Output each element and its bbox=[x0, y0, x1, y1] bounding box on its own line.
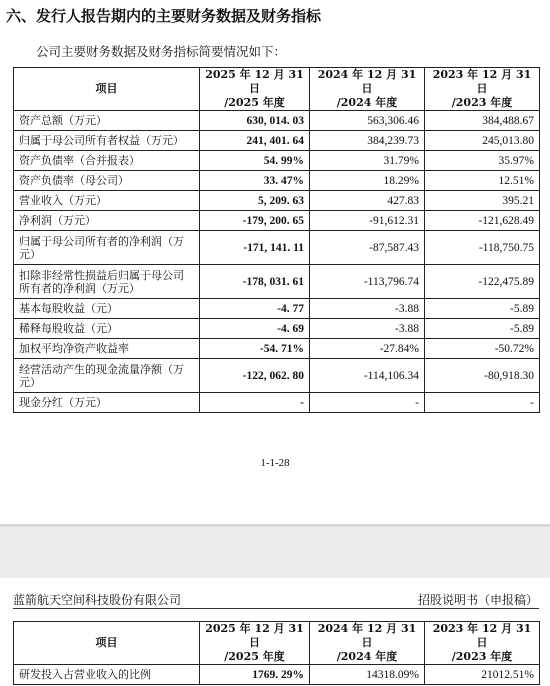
row-label: 归属于母公司所有者的净利润（万元） bbox=[14, 231, 200, 265]
value-2024: - bbox=[310, 393, 425, 413]
value-2025: -4. 77 bbox=[200, 299, 310, 319]
header-2025-line1: 2025 年 12 月 31 日 bbox=[205, 622, 304, 649]
value-2023: 384,488.67 bbox=[425, 111, 540, 131]
value-2025: -122, 062. 80 bbox=[200, 359, 310, 393]
value-2025: -54. 71% bbox=[200, 339, 310, 359]
value-2023: -80,918.30 bbox=[425, 359, 540, 393]
value-2024: -87,587.43 bbox=[310, 231, 425, 265]
header-2024 bbox=[310, 68, 425, 111]
table-row bbox=[14, 171, 540, 191]
header-2023 bbox=[425, 68, 540, 111]
section-title: 六、发行人报告期内的主要财务数据及财务指标 bbox=[6, 7, 322, 25]
header-2025 bbox=[200, 68, 310, 111]
header-2023-line1: 2023 年 12 月 31 日 bbox=[432, 622, 532, 649]
page-gap bbox=[0, 524, 550, 578]
table-row bbox=[14, 151, 540, 171]
header-2025-line2: /2025 年度 bbox=[224, 96, 285, 109]
value-2024: 384,239.73 bbox=[310, 131, 425, 151]
table-row bbox=[14, 111, 540, 131]
value-2024: -114,106.34 bbox=[310, 359, 425, 393]
table-row bbox=[14, 191, 540, 211]
row-label: 经营活动产生的现金流量净额（万元） bbox=[14, 359, 200, 393]
value-2023: - bbox=[425, 393, 540, 413]
table-row bbox=[14, 211, 540, 231]
value-2025: -4. 69 bbox=[200, 319, 310, 339]
header-2023-line2: /2023 年度 bbox=[451, 96, 513, 109]
table-row bbox=[14, 393, 540, 413]
header-2025-line2: /2025 年度 bbox=[224, 650, 285, 663]
header-2024-line1: 2024 年 12 月 31 日 bbox=[317, 68, 417, 95]
table-row bbox=[14, 231, 540, 265]
header-2024-line2: /2024 年度 bbox=[336, 96, 398, 109]
value-2023: -121,628.49 bbox=[425, 211, 540, 231]
value-2024: -113,796.74 bbox=[310, 265, 425, 299]
table-header-row bbox=[14, 622, 540, 665]
value-2024: 18.29% bbox=[310, 171, 425, 191]
row-label: 扣除非经常性损益后归属于母公司所有者的净利润（万元） bbox=[14, 265, 200, 299]
table-row bbox=[14, 359, 540, 393]
table-row bbox=[14, 665, 540, 685]
value-2025: -179, 200. 65 bbox=[200, 211, 310, 231]
row-label: 营业收入（万元） bbox=[14, 191, 200, 211]
value-2025: 630, 014. 03 bbox=[200, 111, 310, 131]
header-divider bbox=[13, 608, 539, 609]
row-label: 资产负债率（合并报表） bbox=[14, 151, 200, 171]
intro-paragraph: 公司主要财务数据及财务指标简要情况如下： bbox=[36, 44, 287, 59]
value-2024: 14318.09% bbox=[310, 665, 425, 685]
financial-data-table-continued bbox=[13, 621, 540, 685]
value-2024: -91,612.31 bbox=[310, 211, 425, 231]
table-row bbox=[14, 339, 540, 359]
row-label: 归属于母公司所有者权益（万元） bbox=[14, 131, 200, 151]
value-2025: 5, 209. 63 bbox=[200, 191, 310, 211]
page-gap-edge bbox=[0, 524, 550, 527]
header-2025 bbox=[200, 622, 310, 665]
row-label: 基本每股收益（元） bbox=[14, 299, 200, 319]
value-2023: -118,750.75 bbox=[425, 231, 540, 265]
value-2023: -50.72% bbox=[425, 339, 540, 359]
value-2024: -3.88 bbox=[310, 299, 425, 319]
header-2025-line1: 2025 年 12 月 31 日 bbox=[205, 68, 304, 95]
value-2024: 563,306.46 bbox=[310, 111, 425, 131]
header-2024-line1: 2024 年 12 月 31 日 bbox=[317, 622, 417, 649]
header-2024-line2: /2024 年度 bbox=[336, 650, 398, 663]
page-number: 1-1-28 bbox=[260, 457, 290, 469]
document-title: 招股说明书（申报稿） bbox=[417, 593, 538, 607]
value-2023: -122,475.89 bbox=[425, 265, 540, 299]
financial-data-table bbox=[13, 67, 540, 413]
row-label: 加权平均净资产收益率 bbox=[14, 339, 200, 359]
value-2024: -27.84% bbox=[310, 339, 425, 359]
table-row bbox=[14, 319, 540, 339]
value-2023: 395.21 bbox=[425, 191, 540, 211]
value-2023: 12.51% bbox=[425, 171, 540, 191]
value-2025: - bbox=[200, 393, 310, 413]
value-2023: 21012.51% bbox=[425, 665, 540, 685]
header-2023-line1: 2023 年 12 月 31 日 bbox=[432, 68, 532, 95]
row-label: 资产负债率（母公司） bbox=[14, 171, 200, 191]
header-item: 项目 bbox=[14, 68, 200, 111]
value-2025: -178, 031. 61 bbox=[200, 265, 310, 299]
value-2025: 241, 401. 64 bbox=[200, 131, 310, 151]
row-label: 净利润（万元） bbox=[14, 211, 200, 231]
header-item: 项目 bbox=[14, 622, 200, 665]
header-2024 bbox=[310, 622, 425, 665]
value-2024: -3.88 bbox=[310, 319, 425, 339]
value-2025: 54. 99% bbox=[200, 151, 310, 171]
value-2024: 427.83 bbox=[310, 191, 425, 211]
table-row bbox=[14, 265, 540, 299]
table-header-row bbox=[14, 68, 540, 111]
value-2023: 35.97% bbox=[425, 151, 540, 171]
value-2023: -5.89 bbox=[425, 319, 540, 339]
header-2023-line2: /2023 年度 bbox=[451, 650, 513, 663]
row-label: 资产总额（万元） bbox=[14, 111, 200, 131]
value-2025: -171, 141. 11 bbox=[200, 231, 310, 265]
value-2025: 1769. 29% bbox=[200, 665, 310, 685]
row-label: 研发投入占营业收入的比例 bbox=[14, 665, 200, 685]
value-2023: 245,013.80 bbox=[425, 131, 540, 151]
row-label: 现金分红（万元） bbox=[14, 393, 200, 413]
table-row bbox=[14, 131, 540, 151]
header-2023 bbox=[425, 622, 540, 665]
company-name: 蓝箭航天空间科技股份有限公司 bbox=[13, 593, 182, 607]
value-2025: 33. 47% bbox=[200, 171, 310, 191]
table-row bbox=[14, 299, 540, 319]
value-2023: -5.89 bbox=[425, 299, 540, 319]
row-label: 稀释每股收益（元） bbox=[14, 319, 200, 339]
value-2024: 31.79% bbox=[310, 151, 425, 171]
